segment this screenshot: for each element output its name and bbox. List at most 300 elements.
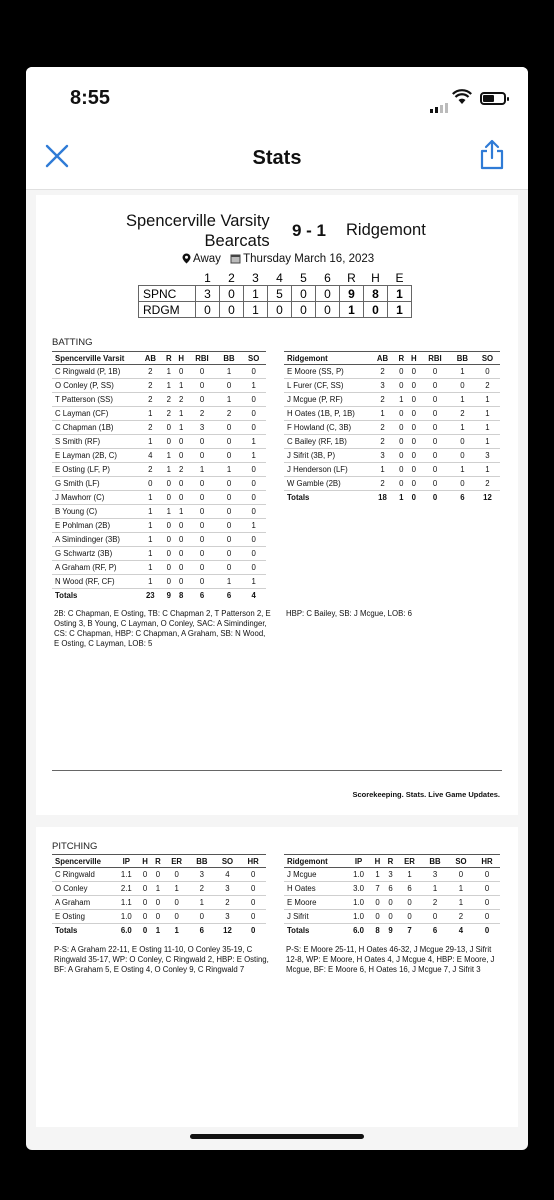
stat-cell: 2 bbox=[370, 477, 395, 491]
stat-cell: 0 bbox=[420, 435, 450, 449]
line-score-cell: 1 bbox=[244, 286, 268, 302]
line-score-header: E bbox=[395, 270, 404, 285]
stat-cell: 1 bbox=[217, 365, 242, 379]
column-header: BB bbox=[450, 352, 475, 365]
totals-cell: Totals bbox=[287, 926, 310, 935]
stat-cell: 0 bbox=[187, 519, 216, 533]
page-title: Stats bbox=[252, 147, 302, 169]
stat-cell: 3 bbox=[189, 868, 215, 882]
table-row bbox=[52, 896, 266, 910]
stat-cell: 0 bbox=[217, 519, 242, 533]
table-row bbox=[52, 575, 266, 589]
player-name: C Bailey (RF, 1B) bbox=[284, 435, 370, 449]
player-name: H Oates (1B, P, 1B) bbox=[284, 407, 370, 421]
footer-tagline: Scorekeeping. Stats. Live Game Updates. bbox=[352, 790, 500, 799]
table-row bbox=[52, 561, 266, 575]
stat-cell: 0 bbox=[163, 421, 175, 435]
stat-cell: 1 bbox=[189, 896, 215, 910]
table-row bbox=[284, 868, 500, 882]
stat-cell: 1 bbox=[138, 547, 163, 561]
stat-cell: 1 bbox=[475, 393, 500, 407]
totals-cell: 23 bbox=[145, 591, 155, 600]
stat-cell: 0 bbox=[175, 575, 187, 589]
away-pitching-table bbox=[284, 854, 500, 937]
stat-cell: 0 bbox=[175, 365, 187, 379]
table-row bbox=[52, 519, 266, 533]
final-score: 9 - 1 bbox=[292, 221, 327, 240]
totals-cell: 9 bbox=[388, 926, 393, 935]
stat-cell: 2 bbox=[138, 393, 163, 407]
stat-cell: 0 bbox=[241, 561, 266, 575]
line-score-header: 1 bbox=[204, 270, 211, 285]
table-row bbox=[52, 379, 266, 393]
table-row bbox=[52, 435, 266, 449]
stat-cell: 1 bbox=[475, 421, 500, 435]
column-header: RBI bbox=[420, 352, 450, 365]
stat-cell: 1 bbox=[450, 463, 475, 477]
column-header: Spencerville bbox=[52, 855, 114, 868]
totals-cell: 9 bbox=[166, 591, 171, 600]
table-row bbox=[284, 365, 500, 379]
stat-cell: 0 bbox=[422, 910, 448, 924]
stat-cell: 1.0 bbox=[346, 910, 371, 924]
away-batting-table bbox=[284, 351, 500, 504]
stat-cell: 0 bbox=[241, 407, 266, 421]
player-name: G Schwartz (3B) bbox=[52, 547, 138, 561]
stat-cell: 1 bbox=[138, 435, 163, 449]
column-header: R bbox=[152, 855, 165, 868]
stat-cell: 1 bbox=[241, 575, 266, 589]
stat-cell: 0 bbox=[187, 379, 216, 393]
stat-cell: 1.1 bbox=[114, 868, 139, 882]
stat-cell: 0 bbox=[450, 435, 475, 449]
stat-cell: 0 bbox=[395, 463, 408, 477]
pitching-section-label: PITCHING bbox=[52, 841, 98, 852]
stat-cell: 0 bbox=[139, 882, 152, 896]
line-score-cell: 0 bbox=[292, 302, 316, 318]
line-score-cell: 0 bbox=[196, 302, 220, 318]
home-pitching-notes: P-S: A Graham 22-11, E Osting 11-10, O Conley 35-19, C Ringwald 35-17, WP: O Conley, C Ringwald 2, HBP: E Osting, BF: A Graham 5, E Osting 4, O Conley 9, C Ringwald 7 bbox=[54, 945, 269, 974]
stat-cell: 0 bbox=[217, 505, 242, 519]
home-team-line1: Spencerville Varsity bbox=[126, 212, 270, 230]
stat-cell: 3.0 bbox=[346, 882, 371, 896]
line-score-cell: 0 bbox=[268, 302, 292, 318]
home-team-name bbox=[126, 211, 270, 251]
stat-cell: 0 bbox=[420, 407, 450, 421]
stat-cell: 3 bbox=[370, 379, 395, 393]
line-score-header: 3 bbox=[252, 270, 259, 285]
table-row bbox=[52, 491, 266, 505]
stat-cell: 2 bbox=[217, 407, 242, 421]
totals-row bbox=[284, 924, 500, 938]
column-header: SO bbox=[448, 855, 474, 868]
player-name: G Smith (LF) bbox=[52, 477, 138, 491]
table-row bbox=[284, 882, 500, 896]
table-row bbox=[52, 393, 266, 407]
stat-cell: 0 bbox=[384, 910, 397, 924]
stat-cell: 1 bbox=[241, 435, 266, 449]
stat-cell: 0 bbox=[189, 910, 215, 924]
stat-cell: 1 bbox=[163, 449, 175, 463]
stat-cell: 1 bbox=[138, 533, 163, 547]
player-name: J Mcgue (P, RF) bbox=[284, 393, 370, 407]
stat-cell: 3 bbox=[384, 868, 397, 882]
stat-cell: 0 bbox=[240, 882, 266, 896]
totals-cell: 4 bbox=[251, 591, 256, 600]
stat-cell: 0 bbox=[420, 393, 450, 407]
stat-cell: 0 bbox=[408, 435, 421, 449]
stat-cell: 2 bbox=[175, 393, 187, 407]
column-header: Spencerville Varsit bbox=[52, 352, 138, 365]
stat-cell: 1 bbox=[395, 393, 408, 407]
stat-cell: 1 bbox=[422, 882, 448, 896]
player-name: A Graham bbox=[52, 896, 114, 910]
stat-cell: 1 bbox=[370, 463, 395, 477]
column-header: Ridgemont bbox=[284, 352, 370, 365]
line-score-cell: 0 bbox=[220, 286, 244, 302]
stat-cell: 1 bbox=[241, 449, 266, 463]
stat-cell: 3 bbox=[187, 421, 216, 435]
totals-cell: Totals bbox=[287, 493, 310, 502]
stat-cell: 1 bbox=[138, 519, 163, 533]
line-score-cell: 0 bbox=[220, 302, 244, 318]
stat-cell: 0 bbox=[164, 868, 189, 882]
table-row bbox=[52, 533, 266, 547]
stat-cell: 0 bbox=[175, 477, 187, 491]
stat-cell: 0 bbox=[241, 533, 266, 547]
stat-cell: 0 bbox=[240, 896, 266, 910]
stat-cell: 0 bbox=[187, 477, 216, 491]
stat-cell: 0 bbox=[395, 407, 408, 421]
stat-cell: 2 bbox=[448, 910, 474, 924]
totals-cell: 1 bbox=[155, 926, 161, 935]
stat-cell: 2 bbox=[475, 477, 500, 491]
line-score-cell: 9 bbox=[340, 286, 364, 302]
stat-cell: 2 bbox=[370, 393, 395, 407]
away-team-name: Ridgemont bbox=[346, 221, 426, 239]
stat-cell: 6 bbox=[384, 882, 397, 896]
stat-cell: 0 bbox=[187, 561, 216, 575]
stat-cell: 1 bbox=[371, 868, 384, 882]
stat-cell: 0 bbox=[448, 868, 474, 882]
stat-cell: 0 bbox=[420, 449, 450, 463]
stat-cell: 0 bbox=[187, 449, 216, 463]
table-row bbox=[284, 421, 500, 435]
stat-cell: 2 bbox=[187, 407, 216, 421]
stat-cell: 1 bbox=[187, 463, 216, 477]
line-score-cell: 0 bbox=[292, 286, 316, 302]
stat-cell: 1 bbox=[475, 435, 500, 449]
totals-cell: 1 bbox=[174, 926, 179, 935]
stat-cell: 1 bbox=[175, 505, 187, 519]
stat-cell: 0 bbox=[175, 533, 187, 547]
stat-cell: 0 bbox=[474, 910, 500, 924]
home-indicator[interactable] bbox=[190, 1134, 364, 1139]
column-header: SO bbox=[241, 352, 266, 365]
column-header: BB bbox=[422, 855, 448, 868]
table-row bbox=[284, 407, 500, 421]
stat-cell: 0 bbox=[217, 449, 242, 463]
line-score-cell: 1 bbox=[388, 286, 412, 302]
table-row bbox=[284, 896, 500, 910]
stat-cell: 0 bbox=[187, 575, 216, 589]
stat-cell: 1 bbox=[164, 882, 189, 896]
player-name: J Sifrit (3B, P) bbox=[284, 449, 370, 463]
stat-cell: 0 bbox=[175, 435, 187, 449]
column-header: Ridgemont bbox=[284, 855, 346, 868]
stat-cell: 0 bbox=[240, 910, 266, 924]
stat-cell: 0 bbox=[474, 896, 500, 910]
player-name: W Gamble (2B) bbox=[284, 477, 370, 491]
totals-cell: 12 bbox=[483, 493, 492, 502]
stat-cell: 0 bbox=[395, 421, 408, 435]
status-bar bbox=[26, 67, 528, 125]
stat-cell: 0 bbox=[395, 477, 408, 491]
stat-cell: 1 bbox=[397, 868, 422, 882]
home-pitching-table bbox=[52, 854, 266, 937]
stat-cell: 0 bbox=[163, 477, 175, 491]
stat-cell: 1 bbox=[217, 393, 242, 407]
batting-section-label: BATTING bbox=[52, 337, 93, 348]
stat-cell: 2 bbox=[370, 365, 395, 379]
stat-cell: 0 bbox=[163, 533, 175, 547]
column-header: H bbox=[139, 855, 152, 868]
line-score-header bbox=[139, 270, 196, 286]
line-score-header: 4 bbox=[276, 270, 283, 285]
totals-cell: 6.0 bbox=[120, 926, 132, 935]
player-name: H Oates bbox=[284, 882, 346, 896]
phone-screen bbox=[26, 67, 528, 1150]
table-row bbox=[284, 463, 500, 477]
stat-cell: 3 bbox=[422, 868, 448, 882]
column-header: IP bbox=[346, 855, 371, 868]
totals-cell: 6 bbox=[432, 926, 438, 935]
status-time: 8:55 bbox=[70, 87, 111, 109]
nav-bar bbox=[26, 125, 528, 190]
line-score-header: 6 bbox=[324, 270, 331, 285]
stat-cell: 0 bbox=[408, 463, 421, 477]
stat-cell: 0 bbox=[163, 547, 175, 561]
stat-cell: 0 bbox=[139, 868, 152, 882]
totals-cell: 6 bbox=[199, 926, 204, 935]
stat-cell: 2 bbox=[138, 379, 163, 393]
stat-cell: 0 bbox=[187, 435, 216, 449]
totals-cell: 4 bbox=[458, 926, 464, 935]
stat-cell: 0 bbox=[474, 868, 500, 882]
stat-cell: 6 bbox=[397, 882, 422, 896]
away-pitching-notes: P-S: E Moore 25-11, H Oates 46-32, J Mcgue 29-13, J Sifrit 12-8, WP: E Moore, H Oates 4, J Mcgue 4, HBP: E Moore, J Mcgue, BF: E Moore 6, H Oates 16, J Mcgue 7, J Sifrit 3 bbox=[286, 945, 495, 974]
stat-cell: 2 bbox=[163, 393, 175, 407]
totals-cell: 8 bbox=[375, 926, 380, 935]
stat-cell: 0 bbox=[164, 910, 189, 924]
stat-cell: 0 bbox=[139, 910, 152, 924]
stat-cell: 2 bbox=[370, 435, 395, 449]
stat-cell: 0 bbox=[175, 491, 187, 505]
column-header: H bbox=[371, 855, 384, 868]
stat-cell: 0 bbox=[187, 491, 216, 505]
player-name: S Smith (RF) bbox=[52, 435, 138, 449]
game-location: Away bbox=[193, 253, 221, 265]
player-name: E Moore bbox=[284, 896, 346, 910]
calendar-icon bbox=[230, 253, 241, 264]
home-team-line2: Bearcats bbox=[204, 232, 270, 250]
player-name: J Mcgue bbox=[284, 868, 346, 882]
player-name: C Chapman (1B) bbox=[52, 421, 138, 435]
stat-cell: 1 bbox=[138, 407, 163, 421]
column-header: HR bbox=[240, 855, 266, 868]
line-score-cell: 8 bbox=[364, 286, 388, 302]
stat-cell: 2 bbox=[163, 407, 175, 421]
totals-cell: 6 bbox=[226, 591, 232, 600]
stat-cell: 0 bbox=[395, 379, 408, 393]
stat-cell: 0 bbox=[408, 421, 421, 435]
stat-cell: 4 bbox=[138, 449, 163, 463]
stat-cell: 1.1 bbox=[114, 896, 139, 910]
stat-cell: 0 bbox=[138, 477, 163, 491]
stat-cell: 0 bbox=[395, 365, 408, 379]
table-row bbox=[52, 910, 266, 924]
column-header: AB bbox=[370, 352, 395, 365]
stat-cell: 0 bbox=[175, 449, 187, 463]
line-score-row bbox=[139, 302, 412, 318]
stat-cell: 0 bbox=[163, 561, 175, 575]
column-header: H bbox=[408, 352, 421, 365]
player-name: A Simindinger (3B) bbox=[52, 533, 138, 547]
stat-cell: 2.1 bbox=[114, 882, 139, 896]
stat-cell: 0 bbox=[175, 519, 187, 533]
table-row bbox=[284, 910, 500, 924]
stat-cell: 1 bbox=[475, 463, 500, 477]
column-header: R bbox=[163, 352, 175, 365]
line-score-cell: 0 bbox=[316, 286, 340, 302]
stat-cell: 1 bbox=[217, 575, 242, 589]
stat-cell: 2 bbox=[138, 365, 163, 379]
table-row bbox=[52, 547, 266, 561]
stat-cell: 0 bbox=[187, 533, 216, 547]
player-name: A Graham (RF, P) bbox=[52, 561, 138, 575]
home-batting-table bbox=[52, 351, 266, 602]
game-meta bbox=[182, 253, 374, 265]
stat-cell: 1.0 bbox=[114, 910, 139, 924]
stat-cell: 0 bbox=[384, 896, 397, 910]
player-name: J Henderson (LF) bbox=[284, 463, 370, 477]
stat-cell: 0 bbox=[163, 575, 175, 589]
stat-cell: 2 bbox=[138, 421, 163, 435]
stat-cell: 0 bbox=[395, 449, 408, 463]
stat-cell: 0 bbox=[163, 519, 175, 533]
line-score-cell: 0 bbox=[364, 302, 388, 318]
stat-cell: 1.0 bbox=[346, 896, 371, 910]
stat-cell: 0 bbox=[408, 449, 421, 463]
totals-cell: Totals bbox=[55, 591, 78, 600]
totals-cell: 7 bbox=[407, 926, 412, 935]
column-header: R bbox=[384, 855, 397, 868]
stat-cell: 0 bbox=[217, 421, 242, 435]
stat-cell: 0 bbox=[241, 477, 266, 491]
stat-cell: 0 bbox=[164, 896, 189, 910]
stat-cell: 0 bbox=[450, 477, 475, 491]
stat-cell: 0 bbox=[241, 463, 266, 477]
stat-cell: 0 bbox=[408, 393, 421, 407]
column-header: ER bbox=[397, 855, 422, 868]
stat-cell: 2 bbox=[370, 421, 395, 435]
column-header: BB bbox=[217, 352, 242, 365]
table-row bbox=[284, 449, 500, 463]
line-score-team: RDGM bbox=[139, 302, 196, 318]
game-date: Thursday March 16, 2023 bbox=[243, 253, 375, 265]
stat-cell: 1 bbox=[450, 393, 475, 407]
column-header: BB bbox=[189, 855, 215, 868]
totals-row bbox=[52, 589, 266, 603]
share-icon[interactable] bbox=[478, 139, 506, 171]
stat-cell: 0 bbox=[217, 561, 242, 575]
stat-cell: 3 bbox=[215, 882, 241, 896]
totals-cell: 12 bbox=[223, 926, 232, 935]
stat-cell: 1 bbox=[241, 379, 266, 393]
stat-cell: 0 bbox=[408, 365, 421, 379]
totals-cell: 0 bbox=[484, 926, 490, 935]
stat-cell: 0 bbox=[187, 547, 216, 561]
battery-icon bbox=[480, 92, 506, 105]
player-name: O Conley bbox=[52, 882, 114, 896]
table-row bbox=[284, 379, 500, 393]
stat-cell: 0 bbox=[241, 491, 266, 505]
column-header: AB bbox=[138, 352, 163, 365]
stat-cell: 0 bbox=[450, 379, 475, 393]
stat-cell: 1 bbox=[152, 882, 165, 896]
player-name: E Layman (2B, C) bbox=[52, 449, 138, 463]
stat-cell: 0 bbox=[450, 449, 475, 463]
stat-cell: 0 bbox=[152, 910, 165, 924]
stat-cell: 0 bbox=[175, 561, 187, 575]
stat-cell: 0 bbox=[475, 365, 500, 379]
stat-cell: 3 bbox=[475, 449, 500, 463]
stat-cell: 0 bbox=[241, 365, 266, 379]
stat-cell: 1 bbox=[163, 463, 175, 477]
stat-cell: 1 bbox=[450, 365, 475, 379]
column-header: RBI bbox=[187, 352, 216, 365]
column-header: H bbox=[175, 352, 187, 365]
stat-cell: 0 bbox=[152, 868, 165, 882]
stat-cell: 0 bbox=[408, 379, 421, 393]
player-name: E Pohlman (2B) bbox=[52, 519, 138, 533]
player-name: E Osting bbox=[52, 910, 114, 924]
stat-cell: 1 bbox=[163, 379, 175, 393]
totals-cell: 1 bbox=[399, 493, 404, 502]
stat-cell: 0 bbox=[420, 379, 450, 393]
totals-cell: 6 bbox=[460, 493, 465, 502]
stat-cell: 0 bbox=[241, 421, 266, 435]
stat-cell: 1 bbox=[175, 379, 187, 393]
table-row bbox=[52, 882, 266, 896]
line-score-cell: 0 bbox=[316, 302, 340, 318]
stat-cell: 4 bbox=[215, 868, 241, 882]
line-score-header: 5 bbox=[300, 270, 307, 285]
totals-row bbox=[284, 491, 500, 505]
stat-cell: 0 bbox=[163, 435, 175, 449]
stat-cell: 1 bbox=[138, 491, 163, 505]
table-row bbox=[52, 477, 266, 491]
totals-cell: 0 bbox=[432, 493, 438, 502]
location-pin-icon bbox=[182, 253, 191, 264]
stat-cell: 0 bbox=[371, 910, 384, 924]
table-row bbox=[284, 477, 500, 491]
line-score-header: H bbox=[371, 270, 380, 285]
stat-cell: 0 bbox=[187, 393, 216, 407]
stat-cell: 1.0 bbox=[346, 868, 371, 882]
column-header: SO bbox=[475, 352, 500, 365]
stat-cell: 3 bbox=[370, 449, 395, 463]
